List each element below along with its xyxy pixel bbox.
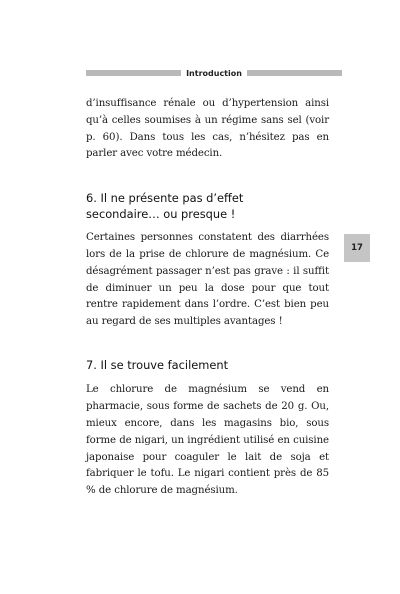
- page-body: [86, 96, 329, 500]
- paragraph-section-6: Certaines personnes constatent des diarrhées lors de la prise de chlorure de magnésium. Ce désagrément passager n’est pas grave : il suffit de diminuer un peu la dose pour que tout rentre rapidement dans l’ordre. C’est bien peu au regard de ses multiples avantages !: [86, 232, 329, 328]
- header-rule-right: [247, 70, 342, 76]
- section-heading-7: 7. Il se trouve facilement: [86, 357, 229, 372]
- header-rule-left: [86, 70, 181, 76]
- running-header-title: Introduction: [186, 68, 242, 78]
- page-number: 17: [351, 243, 363, 253]
- running-header: [86, 66, 342, 80]
- paragraph-section-7: Le chlorure de magnésium se vend en pharmacie, sous forme de sachets de 20 g. Ou, mieux encore, dans les magasins bio, sous forme de nigari, un ingrédient utilisé en cuisine japonaise pour coaguler le lait de soja et fabriquer le tofu. Le nigari contient près de 85 % de chlorure de magnésium.: [86, 384, 329, 497]
- paragraph-intro: d’insuffisance rénale ou d’hypertension ainsi qu’à celles soumises à un régime sans sel (voir p. 60). Dans tous les cas, n’hésitez pas en parler avec votre médecin.: [86, 98, 329, 160]
- section-heading-6: [86, 191, 329, 222]
- section-heading-6-line2: secondaire… ou presque !: [86, 206, 236, 221]
- page-number-tab: [344, 234, 370, 262]
- section-heading-6-line1: 6. Il ne présente pas d’effet: [86, 191, 244, 206]
